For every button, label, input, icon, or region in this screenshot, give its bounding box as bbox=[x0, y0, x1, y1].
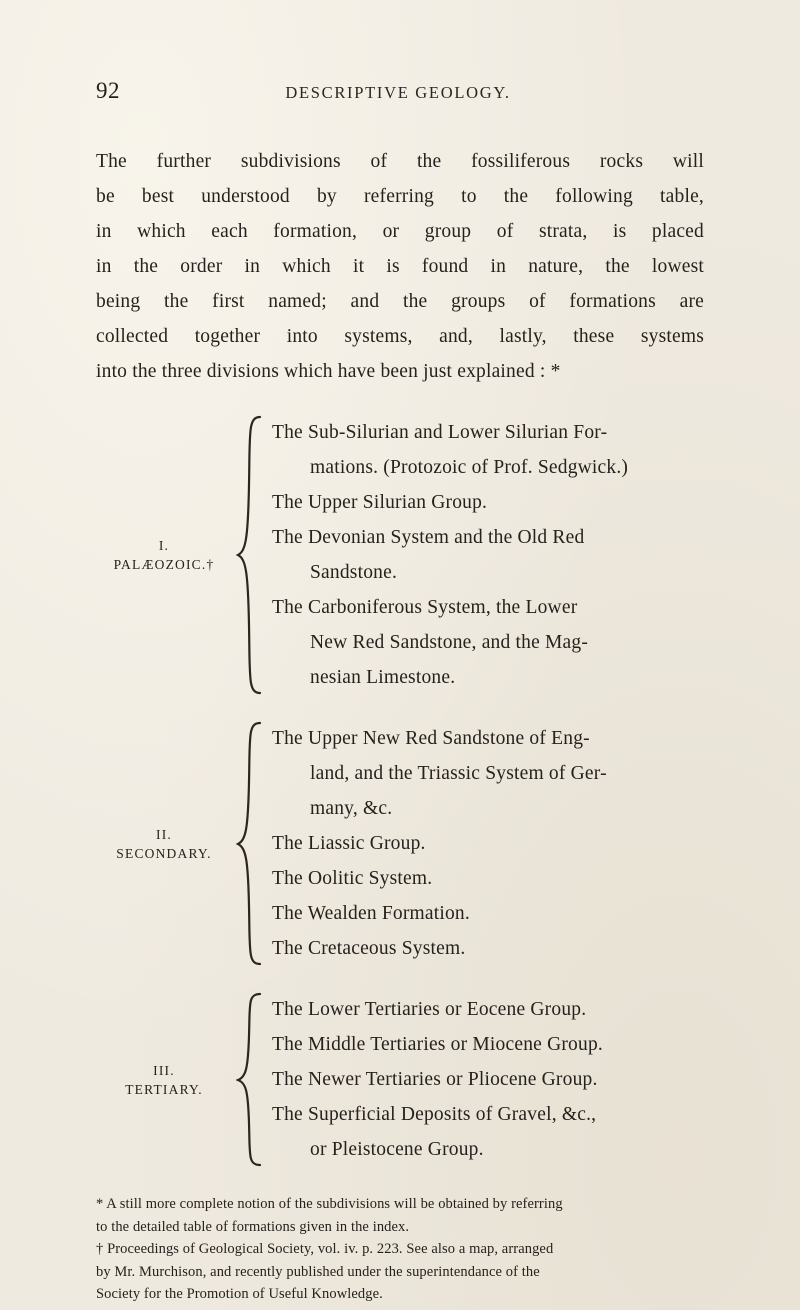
brace-icon bbox=[236, 992, 262, 1167]
list-item: The Carboniferous System, the Lower bbox=[272, 597, 578, 618]
list-item: The Liassic Group. bbox=[272, 833, 426, 854]
classification-table bbox=[96, 415, 704, 1167]
intro-line-3: in which each formation, or group of strata, is placed bbox=[96, 221, 704, 242]
list-item: Sandstone. bbox=[310, 562, 398, 583]
page-number: 92 bbox=[96, 78, 120, 103]
group-name: TERTIARY. bbox=[125, 1081, 203, 1097]
group-numeral: III. bbox=[153, 1062, 175, 1078]
running-head bbox=[96, 78, 704, 104]
intro-paragraph bbox=[96, 144, 704, 389]
footnote-dagger-line-1: † Proceedings of Geological Society, vol. iv. p. 223. See also a map, arranged bbox=[96, 1241, 554, 1257]
group-label-palaeozoic bbox=[96, 415, 236, 695]
footnote-dagger-line-2: by Mr. Murchison, and recently published under the superintendance of the bbox=[96, 1263, 540, 1280]
intro-line-4: in the order in which it is found in nature, the lowest bbox=[96, 256, 704, 277]
list-item: The Wealden Formation. bbox=[272, 903, 470, 924]
list-item: The Sub-Silurian and Lower Silurian For- bbox=[272, 422, 608, 443]
list-item: The Upper New Red Sandstone of Eng- bbox=[272, 728, 590, 749]
footnotes bbox=[96, 1193, 704, 1306]
group-label-tertiary bbox=[96, 992, 236, 1167]
intro-line-1: The further subdivisions of the fossiliferous rocks will bbox=[96, 151, 704, 172]
brace-icon bbox=[236, 415, 262, 695]
group-secondary bbox=[96, 721, 704, 966]
list-item: The Lower Tertiaries or Eocene Group. bbox=[272, 999, 587, 1020]
footnote-dagger bbox=[96, 1238, 704, 1306]
group-items-palaeozoic bbox=[262, 415, 704, 695]
group-palaeozoic bbox=[96, 415, 704, 695]
list-item: many, &c. bbox=[310, 798, 393, 819]
group-items-secondary bbox=[262, 721, 704, 966]
intro-line-6: collected together into systems, and, lastly, these systems bbox=[96, 326, 704, 347]
intro-line-5: being the first named; and the groups of formations are bbox=[96, 291, 704, 312]
list-item: The Superficial Deposits of Gravel, &c., bbox=[272, 1104, 597, 1125]
footnote-star-line-2: to the detailed table of formations given in the index. bbox=[96, 1218, 410, 1235]
list-item: land, and the Triassic System of Ger- bbox=[310, 763, 607, 784]
list-item: The Middle Tertiaries or Miocene Group. bbox=[272, 1034, 603, 1055]
group-numeral: II. bbox=[156, 826, 172, 842]
footnote-dagger-line-3: Society for the Promotion of Useful Knowledge. bbox=[96, 1286, 383, 1302]
list-item: mations. (Protozoic of Prof. Sedgwick.) bbox=[310, 457, 629, 478]
list-item: The Upper Silurian Group. bbox=[272, 492, 488, 513]
brace-icon bbox=[236, 721, 262, 966]
group-numeral: I. bbox=[158, 538, 170, 553]
list-item: The Oolitic System. bbox=[272, 868, 433, 889]
group-label-secondary bbox=[96, 721, 236, 966]
list-item: The Devonian System and the Old Red bbox=[272, 527, 585, 548]
running-head-title: DESCRIPTIVE GEOLOGY. bbox=[285, 83, 511, 102]
list-item: The Newer Tertiaries or Pliocene Group. bbox=[272, 1069, 598, 1090]
list-item: New Red Sandstone, and the Mag- bbox=[310, 632, 589, 653]
footnote-star-line-1: * A still more complete notion of the subdivisions will be obtained by referring bbox=[96, 1196, 563, 1212]
group-tertiary bbox=[96, 992, 704, 1167]
list-item: or Pleistocene Group. bbox=[310, 1139, 484, 1160]
list-item: nesian Limestone. bbox=[310, 667, 456, 688]
group-name: SECONDARY. bbox=[116, 845, 212, 861]
group-name: PALÆOZOIC.† bbox=[113, 557, 215, 572]
intro-line-2: be best understood by referring to the following table, bbox=[96, 186, 704, 207]
intro-line-7: into the three divisions which have been just explained : * bbox=[96, 361, 561, 382]
footnote-star bbox=[96, 1193, 704, 1238]
group-items-tertiary bbox=[262, 992, 704, 1167]
list-item: The Cretaceous System. bbox=[272, 938, 466, 959]
